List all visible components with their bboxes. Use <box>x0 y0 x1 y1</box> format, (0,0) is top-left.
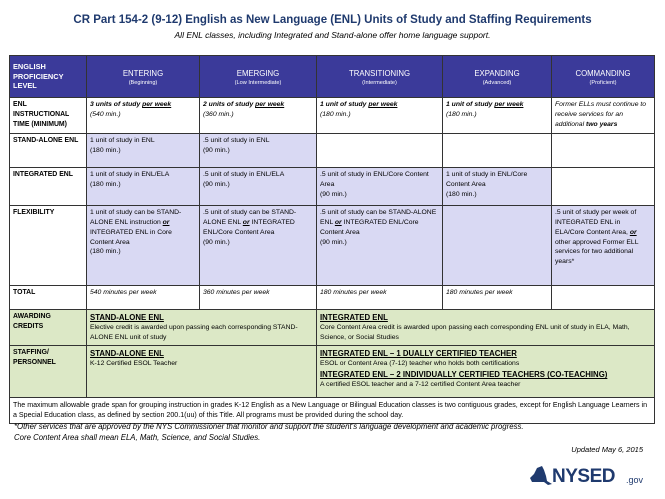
table-cell: 1 unit of study per week (180 min.) <box>317 98 443 134</box>
table-cell: .5 unit of study in ENL (90 min.) <box>200 134 317 168</box>
credit-text: Elective credit is awarded upon passing each corresponding STAND-ALONE ENL unit of study <box>90 324 298 342</box>
table-cell: .5 unit of study per week of INTEGRATED ENL in ELA/Core Content Area, or other approved Former ELL services for two additional years* <box>552 206 655 286</box>
level-entering: ENTERING (Beginning) <box>87 56 200 98</box>
nysed-logo <box>528 462 648 492</box>
level-commanding: COMMANDING (Proficient) <box>552 56 655 98</box>
table-cell <box>443 134 552 168</box>
section-heading: INTEGRATED ENL – 1 DUALLY CERTIFIED TEACHER <box>320 349 517 358</box>
table-cell <box>552 286 655 310</box>
level-transitioning: TRANSITIONING (Intermediate) <box>317 56 443 98</box>
level-emerging: EMERGING (Low Intermediate) <box>200 56 317 98</box>
section-heading: STAND-ALONE ENL <box>90 313 164 322</box>
row-label: STAND-ALONE ENL <box>10 134 87 168</box>
table-cell: .5 unit of study in ENL/ELA (90 min.) <box>200 168 317 206</box>
level-expanding: EXPANDING (Advanced) <box>443 56 552 98</box>
staffing-text: ESOL or Content Area (7-12) teacher who holds both certifications <box>320 360 520 368</box>
table-cell: 540 minutes per week <box>87 286 200 310</box>
footnotes <box>14 422 654 444</box>
table-cell: 2 units of study per week (360 min.) <box>200 98 317 134</box>
footnote-line: *Other services that are approved by the NYS Commissioner that monitor and support the student’s language development and academic progress. <box>14 422 524 431</box>
flexibility-row <box>10 206 655 286</box>
integrated-staffing-cell <box>317 346 655 398</box>
row-label: INTEGRATED ENL <box>10 168 87 206</box>
page-title: CR Part 154-2 (9-12) English as New Language (ENL) Units of Study and Staffing Requirements <box>73 14 592 26</box>
updated-date: Updated May 6, 2015 <box>571 445 643 454</box>
row-label: TOTAL <box>10 286 87 310</box>
logo-suffix: .gov <box>626 475 644 485</box>
total-row <box>10 286 655 310</box>
table-cell: 1 unit of study in ENL/Core Content Area (180 min.) <box>443 168 552 206</box>
table-cell <box>317 134 443 168</box>
row-label: FLEXIBILITY <box>10 206 87 286</box>
awarding-credits-row <box>10 310 655 346</box>
row-label: ENL INSTRUCTIONAL TIME (MINIMUM) <box>10 98 87 134</box>
table-cell: 1 unit of study per week (180 min.) <box>443 98 552 134</box>
integrated-row <box>10 168 655 206</box>
units-of-study-table <box>9 55 655 424</box>
header-row <box>10 56 655 98</box>
section-heading: INTEGRATED ENL <box>320 313 388 322</box>
footnote-line: Core Content Area shall mean ELA, Math, Science, and Social Studies. <box>14 432 261 442</box>
instructional-time-row <box>10 98 655 134</box>
credit-text: Core Content Area credit is awarded upon passing each corresponding ENL unit of study in ELA, Math, Science, or Social Studies <box>320 324 630 342</box>
table-cell: .5 unit of study in ENL/Core Content Area (90 min.) <box>317 168 443 206</box>
logo-wordmark: NYSED <box>552 466 615 487</box>
table-cell: 180 minutes per week <box>443 286 552 310</box>
row-label: AWARDING CREDITS <box>10 310 87 346</box>
page-subtitle: All ENL classes, including Integrated and Stand-alone offer home language support. <box>174 30 491 40</box>
table-cell: .5 unit of study can be STAND-ALONE ENL or INTEGRATED ENL/Core Content Area (90 min.) <box>317 206 443 286</box>
section-heading: INTEGRATED ENL – 2 INDIVIDUALLY CERTIFIED TEACHERS (CO-TEACHING) <box>320 370 608 380</box>
table-cell: 180 minutes per week <box>317 286 443 310</box>
table-cell <box>552 134 655 168</box>
stand-alone-row <box>10 134 655 168</box>
table-cell: 3 units of study per week (540 min.) <box>87 98 200 134</box>
table-cell: .5 unit of study can be STAND-ALONE ENL or INTEGRATED ENL/Core Content Area (90 min.) <box>200 206 317 286</box>
table-cell <box>443 206 552 286</box>
staffing-row <box>10 346 655 398</box>
table-cell: 1 unit of study in ENL (180 min.) <box>87 134 200 168</box>
table-cell: 360 minutes per week <box>200 286 317 310</box>
new-york-state-map-icon <box>528 464 554 488</box>
stand-alone-credit-cell <box>87 310 317 346</box>
table-cell: Former ELLs must continue to receive services for an additional two years <box>552 98 655 134</box>
table-cell <box>552 168 655 206</box>
section-heading: STAND-ALONE ENL <box>90 349 164 358</box>
table-cell: 1 unit of study can be STAND-ALONE ENL instruction or INTEGRATED ENL in Core Content Area (180 min.) <box>87 206 200 286</box>
row-label: STAFFING/ PERSONNEL <box>10 346 87 398</box>
stand-alone-staffing-cell <box>87 346 317 398</box>
proficiency-level-header: ENGLISH PROFICIENCY LEVEL <box>10 56 87 98</box>
grade-span-note: The maximum allowable grade span for grouping instruction in grades K-12 English as a New Language or Bilingual Education classes is two contiguous grades, except for English Language Learners in a Special Education class, as defined by section 200.1(uu) of this Title. All programs must be provided during the school day. <box>10 398 655 424</box>
table-cell: 1 unit of study in ENL/ELA (180 min.) <box>87 168 200 206</box>
grade-span-row <box>10 398 655 424</box>
integrated-credit-cell <box>317 310 655 346</box>
staffing-text: A certified ESOL teacher and a 7-12 certified Content Area teacher <box>320 381 521 389</box>
staffing-text: K-12 Certified ESOL Teacher <box>90 360 178 368</box>
